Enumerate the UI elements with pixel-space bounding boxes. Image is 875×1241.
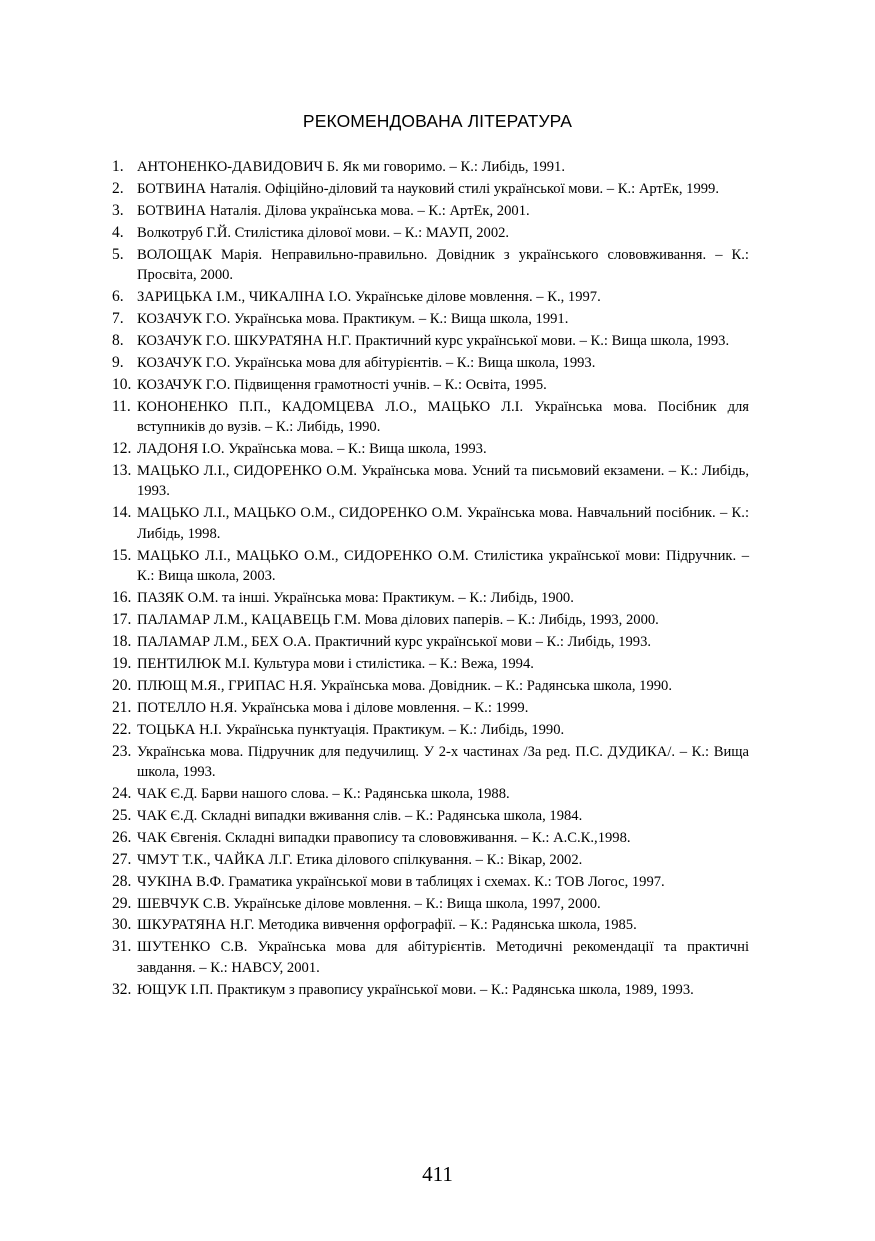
- reference-item: [112, 676, 749, 697]
- reference-number: 19.: [112, 655, 132, 672]
- reference-number: 29.: [112, 894, 132, 912]
- reference-item: [112, 784, 749, 805]
- reference-number: 28.: [112, 872, 132, 890]
- reference-item: [112, 937, 749, 978]
- page-number: 411: [422, 1162, 453, 1186]
- reference-item: [112, 157, 749, 178]
- reference-text: БОТВИНА Наталія. Офіційно-діловий та науковий стилі української мови. – К.: АртЕк, 1999.: [137, 180, 719, 197]
- reference-number: 7.: [112, 309, 124, 327]
- reference-item: [112, 331, 749, 352]
- reference-text: ПАЛАМАР Л.М., КАЦАВЕЦЬ Г.М. Мова ділових паперів. – К.: Либідь, 1993, 2000.: [137, 612, 659, 629]
- reference-number: 2.: [112, 179, 124, 197]
- reference-text: КОЗАЧУК Г.О. ШКУРАТЯНА Н.Г. Практичний курс української мови. – К.: Вища школа, 1993.: [137, 332, 730, 349]
- reference-text: Волкотруб Г.Й. Стилістика ділової мови. – К.: МАУП, 2002.: [137, 224, 510, 241]
- reference-item: [112, 720, 749, 741]
- reference-text: ВОЛОЩАК Марія. Неправильно-правильно. Довідник з українського слововживання. – К.: Просвіта, 2000.: [137, 246, 749, 284]
- reference-item: [112, 397, 749, 438]
- reference-number: 23.: [112, 742, 132, 760]
- reference-item: [112, 806, 749, 827]
- reference-item: [112, 353, 749, 374]
- reference-item: [112, 980, 749, 1001]
- reference-text: ЧАК Є.Д. Складні випадки вживання слів. – К.: Радянська школа, 1984.: [137, 807, 583, 824]
- reference-text: БОТВИНА Наталія. Ділова українська мова. – К.: АртЕк, 2001.: [137, 202, 530, 219]
- reference-item: [112, 698, 749, 719]
- reference-number: 26.: [112, 828, 132, 846]
- reference-number: 15.: [112, 546, 132, 564]
- reference-text: МАЦЬКО Л.І., МАЦЬКО О.М., СИДОРЕНКО О.М. Стилістика української мови: Підручник. – К.: Вища школа, 2003.: [137, 547, 749, 585]
- reference-text: ЛАДОНЯ І.О. Українська мова. – К.: Вища школа, 1993.: [137, 440, 487, 457]
- reference-text: КОЗАЧУК Г.О. Підвищення грамотності учнів. – К.: Освіта, 1995.: [137, 376, 547, 393]
- reference-text: ШКУРАТЯНА Н.Г. Методика вивчення орфографії. – К.: Радянська школа, 1985.: [137, 917, 637, 934]
- reference-list: [112, 157, 749, 1002]
- reference-item: [112, 309, 749, 330]
- reference-item: [112, 894, 749, 915]
- reference-text: ПЛЮЩ М.Я., ГРИПАС Н.Я. Українська мова. Довідник. – К.: Радянська школа, 1990.: [137, 677, 672, 694]
- reference-number: 8.: [112, 331, 124, 349]
- reference-number: 5.: [112, 245, 124, 263]
- reference-text: АНТОНЕНКО-ДАВИДОВИЧ Б. Як ми говоримо. – К.: Либідь, 1991.: [137, 159, 565, 175]
- reference-text: КОЗАЧУК Г.О. Українська мова. Практикум. – К.: Вища школа, 1991.: [137, 310, 569, 327]
- reference-item: [112, 461, 749, 502]
- reference-number: 1.: [112, 158, 124, 175]
- reference-number: 24.: [112, 785, 132, 803]
- reference-text: ПАЗЯК О.М. та інші. Українська мова: Практикум. – К.: Либідь, 1900.: [137, 590, 574, 607]
- reference-number: 27.: [112, 850, 132, 868]
- reference-item: [112, 179, 749, 200]
- reference-text: ШУТЕНКО С.В. Українська мова для абітурієнтів. Методичні рекомендації та практичні завдання. – К.: НАВСУ, 2001.: [137, 939, 749, 976]
- reference-text: ТОЦЬКА Н.І. Українська пунктуація. Практикум. – К.: Либідь, 1990.: [137, 721, 565, 738]
- reference-item: [112, 915, 749, 936]
- reference-number: 30.: [112, 916, 132, 934]
- reference-item: [112, 439, 749, 460]
- page-title: РЕКОМЕНДОВАНА ЛІТЕРАТУРА: [302, 111, 573, 131]
- reference-text: ПЕНТИЛЮК М.І. Культура мови і стилістика. – К.: Вежа, 1994.: [137, 656, 534, 672]
- reference-number: 31.: [112, 938, 132, 956]
- reference-text: ШЕВЧУК С.В. Українське ділове мовлення. – К.: Вища школа, 1997, 2000.: [137, 895, 601, 912]
- reference-item: [112, 201, 749, 222]
- reference-number: 20.: [112, 676, 132, 694]
- reference-number: 4.: [112, 223, 124, 241]
- reference-number: 17.: [112, 611, 132, 629]
- reference-number: 6.: [112, 288, 124, 306]
- reference-item: [112, 654, 749, 675]
- reference-number: 21.: [112, 698, 132, 716]
- reference-text: Українська мова. Підручник для педучилищ. У 2-х частинах /За ред. П.С. ДУДИКА/. – К.: Вища школа, 1993.: [137, 743, 749, 781]
- reference-text: ЮЩУК І.П. Практикум з правопису української мови. – К.: Радянська школа, 1989, 1993.: [137, 981, 694, 998]
- reference-item: [112, 742, 749, 783]
- reference-item: [112, 850, 749, 871]
- reference-number: 18.: [112, 633, 132, 651]
- reference-text: ЧУКІНА В.Ф. Граматика української мови в таблицях і схемах. К.: ТОВ Логос, 1997.: [137, 873, 665, 890]
- reference-text: ЧМУТ Т.К., ЧАЙКА Л.Г. Етика ділового спілкування. – К.: Вікар, 2002.: [137, 851, 583, 868]
- reference-item: [112, 828, 749, 849]
- reference-number: 10.: [112, 375, 132, 393]
- reference-number: 22.: [112, 720, 132, 738]
- reference-item: [112, 588, 749, 609]
- reference-number: 12.: [112, 439, 132, 457]
- reference-number: 3.: [112, 201, 124, 219]
- reference-text: МАЦЬКО Л.І., МАЦЬКО О.М., СИДОРЕНКО О.М. Українська мова. Навчальний посібник. – К.: Либідь, 1998.: [137, 505, 749, 542]
- reference-number: 16.: [112, 589, 132, 607]
- reference-text: ЧАК Є.Д. Барви нашого слова. – К.: Радянська школа, 1988.: [137, 786, 510, 803]
- reference-item: [112, 610, 749, 631]
- reference-item: [112, 245, 749, 286]
- reference-item: [112, 503, 749, 544]
- reference-text: КОНОНЕНКО П.П., КАДОМЦЕВА Л.О., МАЦЬКО Л.І. Українська мова. Посібник для вступників до вузів. – К.: Либідь, 1990.: [137, 398, 749, 436]
- reference-item: [112, 375, 749, 396]
- reference-text: КОЗАЧУК Г.О. Українська мова для абітурієнтів. – К.: Вища школа, 1993.: [137, 354, 596, 371]
- reference-number: 13.: [112, 461, 132, 479]
- reference-item: [112, 632, 749, 653]
- reference-item: [112, 872, 749, 893]
- reference-item: [112, 546, 749, 587]
- reference-text: ЗАРИЦЬКА І.М., ЧИКАЛІНА І.О. Українське ділове мовлення. – К., 1997.: [137, 289, 601, 306]
- reference-text: МАЦЬКО Л.І., СИДОРЕНКО О.М. Українська мова. Усний та письмовий екзамени. – К.: Либідь, 1993.: [137, 462, 749, 500]
- reference-number: 32.: [112, 980, 132, 998]
- reference-item: [112, 223, 749, 244]
- reference-number: 9.: [112, 353, 124, 371]
- reference-number: 14.: [112, 504, 132, 522]
- reference-text: ЧАК Євгенія. Складні випадки правопису та слововживання. – К.: А.С.К.,1998.: [137, 829, 631, 846]
- reference-number: 25.: [112, 806, 132, 824]
- reference-text: ПАЛАМАР Л.М., БЕХ О.А. Практичний курс української мови – К.: Либідь, 1993.: [137, 634, 652, 651]
- reference-number: 11.: [112, 397, 131, 415]
- reference-text: ПОТЕЛЛО Н.Я. Українська мова і ділове мовлення. – К.: 1999.: [137, 699, 529, 716]
- reference-item: [112, 287, 749, 308]
